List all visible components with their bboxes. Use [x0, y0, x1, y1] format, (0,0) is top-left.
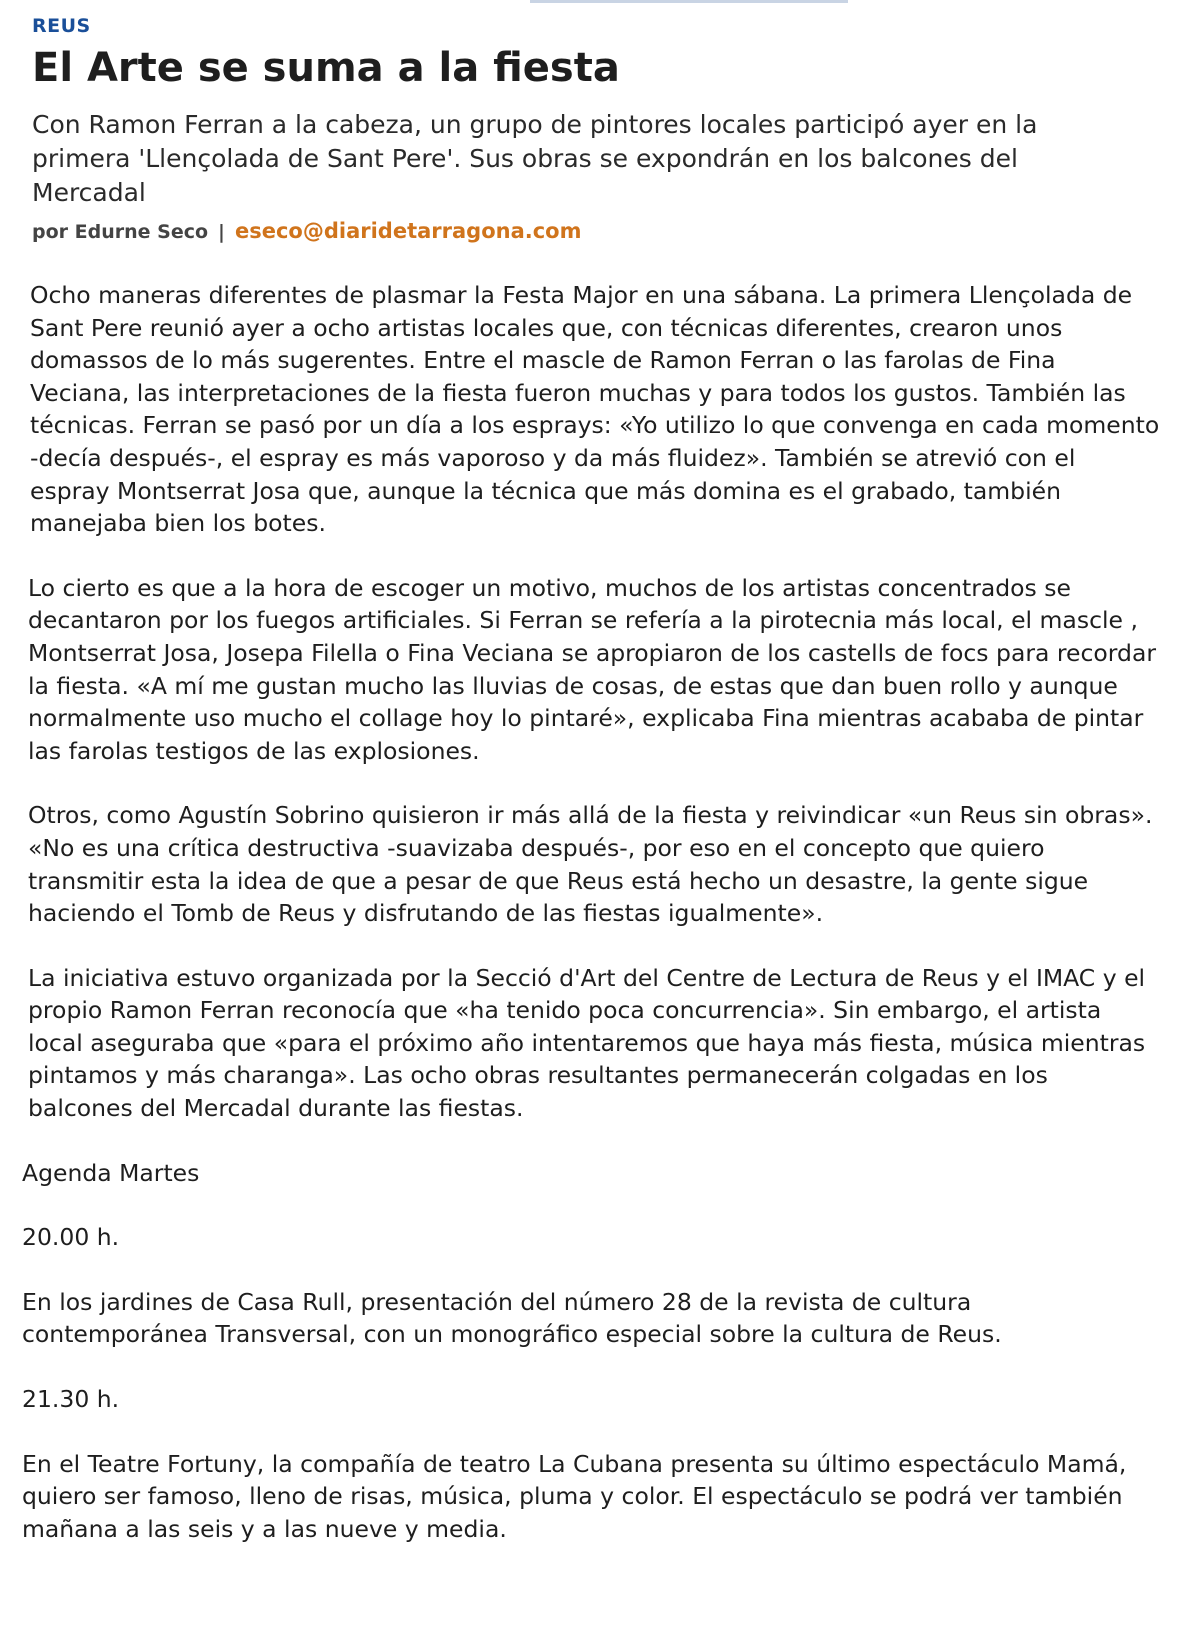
agenda-event-description: En el Teatre Fortuny, la compañía de teatro La Cubana presenta su último espectáculo Mamá, quiero ser famoso, lleno de risas, música, pluma y color. El espectáculo se podrá ver también mañana a las seis y a las nueve y media.: [22, 1449, 1127, 1543]
article: [22, 14, 1160, 1577]
byline-author: por Edurne Seco: [32, 221, 209, 243]
agenda-event-time: 20.00 h.: [22, 1223, 120, 1252]
body-paragraph: La iniciativa estuvo organizada por la Secció d'Art del Centre de Lectura de Reus y el IMAC y el propio Ramon Ferran reconocía que «ha tenido poca concurrencia». Sin embargo, el artista local aseguraba que «para el próximo año intentaremos que haya más fiesta, música mientras pintamos y más charanga». Las ocho obras resultantes permanecerán colgadas en los balcones del Mercadal durante las fiestas.: [28, 963, 1146, 1123]
agenda-event-description: En los jardines de Casa Rull, presentación del número 28 de la revista de cultura contemporánea Transversal, con un monográfico especial sobre la cultura de Reus.: [22, 1287, 1002, 1349]
byline-separator: |: [218, 221, 225, 243]
byline: [32, 218, 1158, 245]
body-paragraph: Ocho maneras diferentes de plasmar la Festa Major en una sábana. La primera Llençolada de Sant Pere reunió ayer a ocho artistas locales que, con técnicas diferentes, crearon unos domassos de lo más sugerentes. Entre el mascle de Ramon Ferran o las farolas de Fina Veciana, las interpretaciones de la fiesta fueron muchas y para todos los gustos. También las técnicas. Ferran se pasó por un día a los esprays: «Yo utilizo lo que convenga en cada momento -decía después-, el espray es más vaporoso y da más fluidez». También se atrevió con el espray Montserrat Josa que, aunque la técnica que más domina es el grabado, también manejaba bien los botes.: [30, 281, 1160, 538]
agenda-title: Agenda Martes: [22, 1158, 200, 1187]
section-label[interactable]: REUS: [32, 15, 91, 37]
subtitle: Con Ramon Ferran a la cabeza, un grupo de pintores locales participó ayer en la primera 'Llençolada de Sant Pere'. Sus obras se expondrán en los balcones del Mercadal: [32, 110, 1038, 207]
author-email-link[interactable]: eseco@diaridetarragona.com: [234, 219, 582, 243]
agenda-event-time: 21.30 h.: [22, 1385, 120, 1414]
body-paragraph: Lo cierto es que a la hora de escoger un motivo, muchos de los artistas concentrados se decantaron por los fuegos artificiales. Si Ferran se refería a la pirotecnia más local, el mascle , Montserrat Josa, Josepa Filella o Fina Veciana se apropiaron de los castells de focs para recordar la fiesta. «A mí me gustan mucho las lluvias de cosas, de estas que dan buen rollo y aunque normalmente uso mucho el collage hoy lo pintaré», explicaba Fina mientras acababa de pintar las farolas testigos de las explosiones.: [28, 573, 1156, 765]
body-paragraph: Otros, como Agustín Sobrino quisieron ir más allá de la fiesta y reivindicar «un Reus sin obras». «No es una crítica destructiva -suavizaba después-, por eso en el concepto que quiero transmitir esta la idea de que a pesar de que Reus está hecho un desastre, la gente sigue haciendo el Tomb de Reus y disfrutando de las fiestas igualmente».: [28, 801, 1153, 928]
top-divider: [530, 0, 848, 3]
headline: El Arte se suma a la fiesta: [32, 45, 620, 91]
